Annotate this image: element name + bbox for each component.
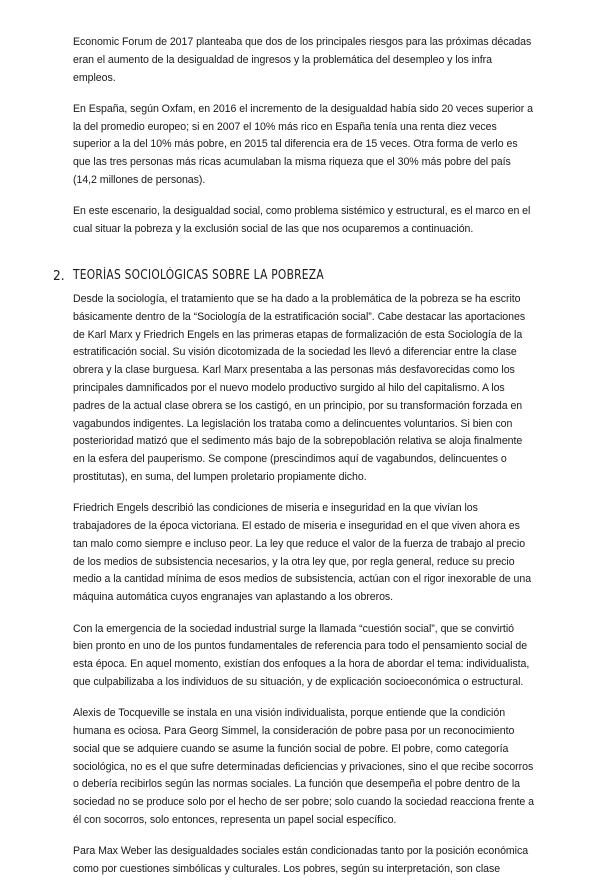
section-paragraph-2: Friedrich Engels describió las condiciones de miseria e inseguridad en la que vivían los trabajadores de la época victoriana. El estado de miseria e inseguridad en el que viven ahora es tan malo como siempre e incluso peor. La ley que reduce el valor de la fuerza de trabajo al precio de los medios de subsistencia necesarios, y la otra ley que, por regla general, reduce su precio medio a la cantidad mínima de esos medios de subsistencia, actúan con el rigor inexorable de una máquina automática cuyos engranajes van aplastando a los obreros.: [73, 502, 532, 604]
intro-paragraph-1: Economic Forum de 2017 planteaba que dos de los principales riesgos para las próximas décadas eran el aumento de la desigualdad de ingresos y la problemática del desempleo y los infra empleos.: [73, 36, 532, 84]
document-page: [53, 34, 535, 892]
section-paragraph-1: Desde la sociología, el tratamiento que se ha dado a la problemática de la pobreza se ha escrito básicamente dentro de la “Sociología de la estratificación social”. Cabe destacar las aportaciones de Karl Marx y Friedrich Engels en las primeras etapas de formalización de esta Sociología de la estratificación social. Su visión dicotomizada de la sociedad les llevó a diferenciar entre la clase obrera y la clase burguesa. Karl Marx presentaba a las personas más desfavorecidas como los principales damnificados por el nuevo modelo productivo surgido al hilo del capitalismo. A los padres de la actual clase obrera se los castigó, en un principio, por su transformación forzada en vagabundos indigentes. La legislación los trataba como a delincuentes voluntarios. Si bien con posterioridad matizó que el sedimento más bajo de la sobrepoblación relativa se aloja finalmente en la esfera del pauperismo. Se compone (prescindimos aquí de vagabundos, delincuentes o prostitutas), en suma, del lumpen proletario propiamente dicho.: [73, 292, 526, 483]
section-title: TEORÍAS SOCIOLÓGICAS SOBRE LA POBREZA: [73, 267, 324, 283]
section-heading: [53, 265, 535, 287]
intro-paragraph-2: En España, según Oxfam, en 2016 el incremento de la desigualdad había sido 20 veces superior a la del promedio europeo; si en 2007 el 10% más rico en España tenía una renta diez veces superior a la del 10% más pobre, en 2015 tal diferencia era de 15 veces. Otra forma de verlo es que las tres personas más ricas acumulaban la misma riqueza que el 30% más pobre del país (14,2 millones de personas).: [73, 102, 533, 187]
section-paragraph-4: Alexis de Tocqueville se instala en una visión individualista, porque entiende que la condición humana es ociosa. Para Georg Simmel, la consideración de pobre pasa por un reconocimiento social que se adquiere cuando se asume la función social de pobre. El pobre, como categoría sociológica, no es el que sufre determinadas deficiencias y privaciones, sino el que recibe socorros o debería recibirlos según las normas sociales. La función que desempeña el pobre dentro de la sociedad no se produce solo por el hecho de ser pobre; solo cuando la sociedad reacciona frente a él con socorros, solo entonces, representa un papel social específico.: [73, 707, 534, 826]
intro-paragraph-3: En este escenario, la desigualdad social, como problema sistémico y estructural, es el marco en el cual situar la pobreza y la exclusión social de las que nos ocuparemos a continuación.: [73, 205, 531, 236]
section-paragraph-3: Con la emergencia de la sociedad industrial surge la llamada “cuestión social”, que se convirtió bien pronto en uno de los puntos fundamentales de referencia para todo el pensamiento social de esta época. En aquel momento, existían dos enfoques a la hora de abordar el tema: individualista, que culpabilizaba a los individuos de su situación, y de explicación socioeconómica o estructural.: [73, 622, 530, 688]
section-paragraph-5: Para Max Weber las desigualdades sociales están condicionadas tanto por la posición económica como por cuestiones simbólicas y culturales. Los pobres, según su interpretación, son clase: [73, 845, 529, 876]
section-number: 2.: [53, 267, 65, 284]
